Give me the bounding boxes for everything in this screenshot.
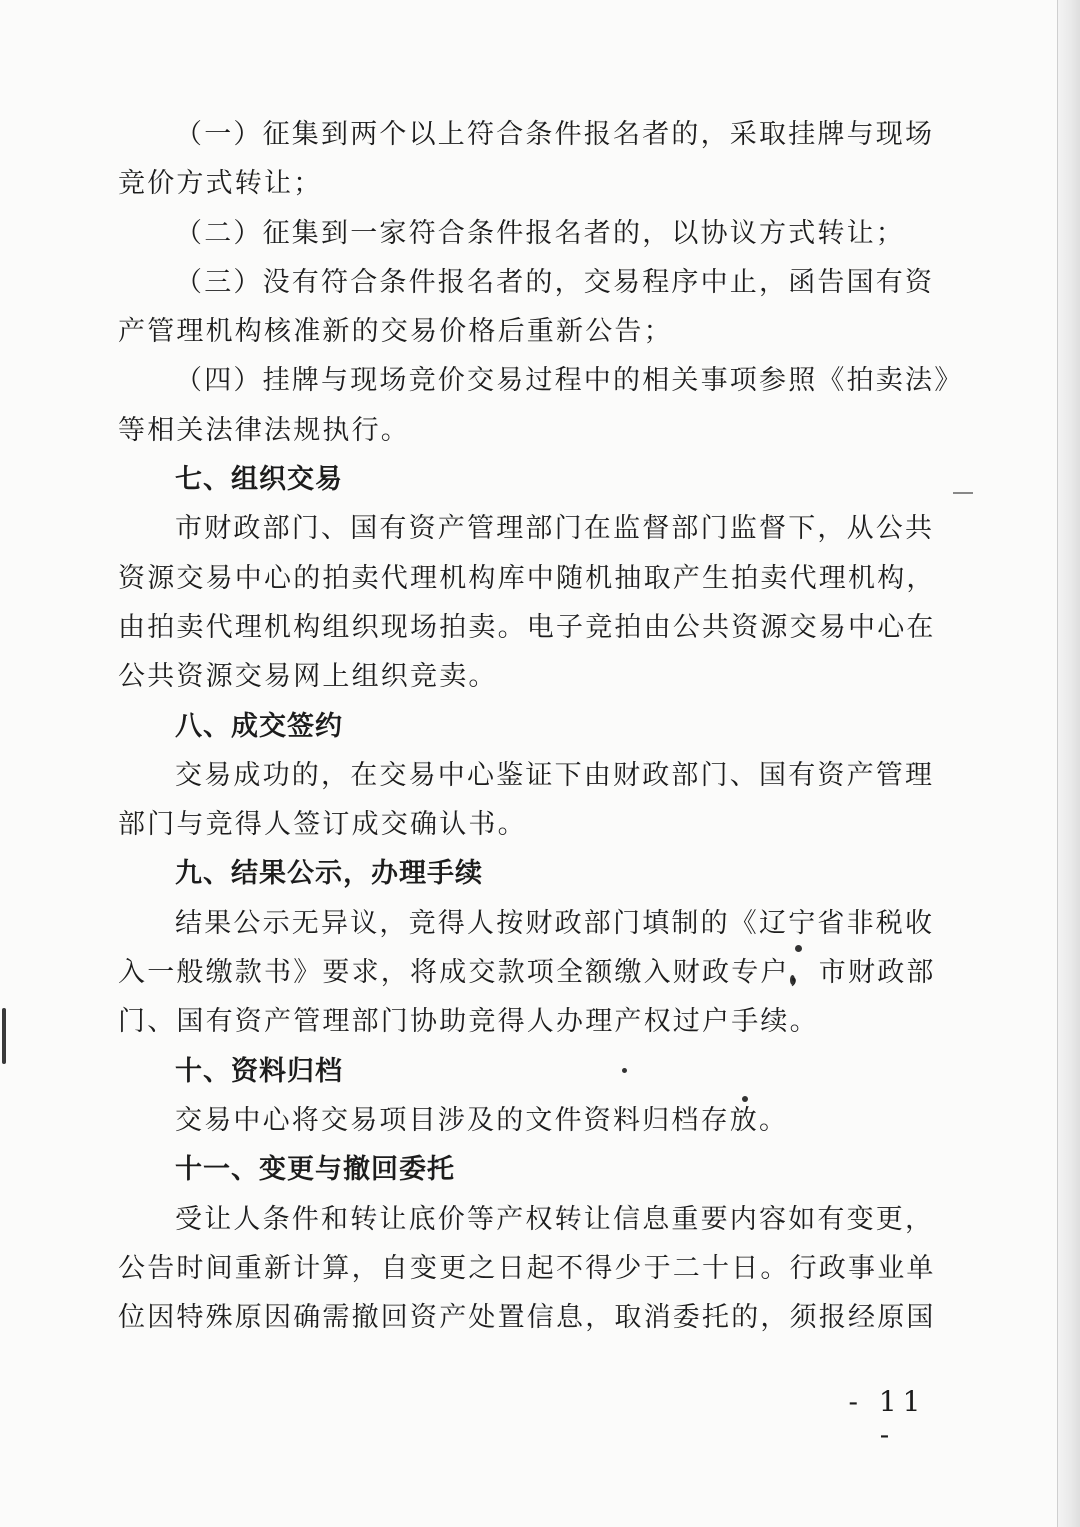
document-body [118,110,964,1342]
paragraph-line: 产管理机构核准新的交易价格后重新公告； [118,316,673,348]
paragraph-line: 市财政部门、国有资产管理部门在监督部门监督下，从公共 [175,513,935,545]
section-heading: 七、组织交易 [175,464,343,496]
paragraph-line: 受让人条件和转让底价等产权转让信息重要内容如有变更， [175,1203,935,1235]
paragraph-line: 公共资源交易网上组织竞卖。 [118,661,498,693]
scan-artifact-dash [953,492,973,494]
paragraph-line: 竞价方式转让； [118,168,323,200]
paragraph-line: 结果公示无异议，竞得人按财政部门填制的《辽宁省非税收 [175,907,935,939]
paragraph-line: 等相关法律法规执行。 [118,414,410,446]
page-number: - 11 - [848,1385,927,1451]
paragraph-line: 交易成功的，在交易中心鉴证下由财政部门、国有资产管理 [175,759,935,791]
paragraph-line: 资源交易中心的拍卖代理机构库中随机抽取产生拍卖代理机构， [118,562,936,594]
scan-edge-shadow [1058,0,1080,1527]
paragraph-line: 部门与竞得人签订成交确认书。 [118,809,527,841]
scan-binding-mark [2,1008,6,1064]
section-heading: 十、资料归档 [175,1055,343,1087]
section-heading: 九、结果公示，办理手续 [175,858,483,890]
paragraph-line: （一）征集到两个以上符合条件报名者的，采取挂牌与现场 [175,119,935,150]
paragraph-line: 交易中心将交易项目涉及的文件资料归档存放。 [175,1104,789,1136]
paragraph-line: （三）没有符合条件报名者的，交易程序中止，函告国有资 [175,266,935,298]
section-heading: 十一、变更与撤回委托 [175,1154,455,1186]
paragraph-line: 由拍卖代理机构组织现场拍卖。电子竞拍由公共资源交易中心在 [118,611,936,643]
scan-edge-line [1057,0,1058,1527]
paragraph-line: 位因特殊原因确需撤回资产处置信息，取消委托的，须报经原国 [118,1302,936,1334]
section-heading: 八、成交签约 [175,710,343,742]
paragraph-line: （二）征集到一家符合条件报名者的，以协议方式转让； [175,217,905,249]
paragraph-line: 公告时间重新计算，自变更之日起不得少于二十日。行政事业单 [118,1252,936,1284]
paragraph-line: 入一般缴款书》要求，将成交款项全额缴入财政专户，市财政部 [118,957,936,989]
paragraph-line: （四）挂牌与现场竞价交易过程中的相关事项参照《拍卖法》 [175,365,964,397]
paragraph-line: 门、国有资产管理部门协助竞得人办理产权过户手续。 [118,1006,819,1038]
